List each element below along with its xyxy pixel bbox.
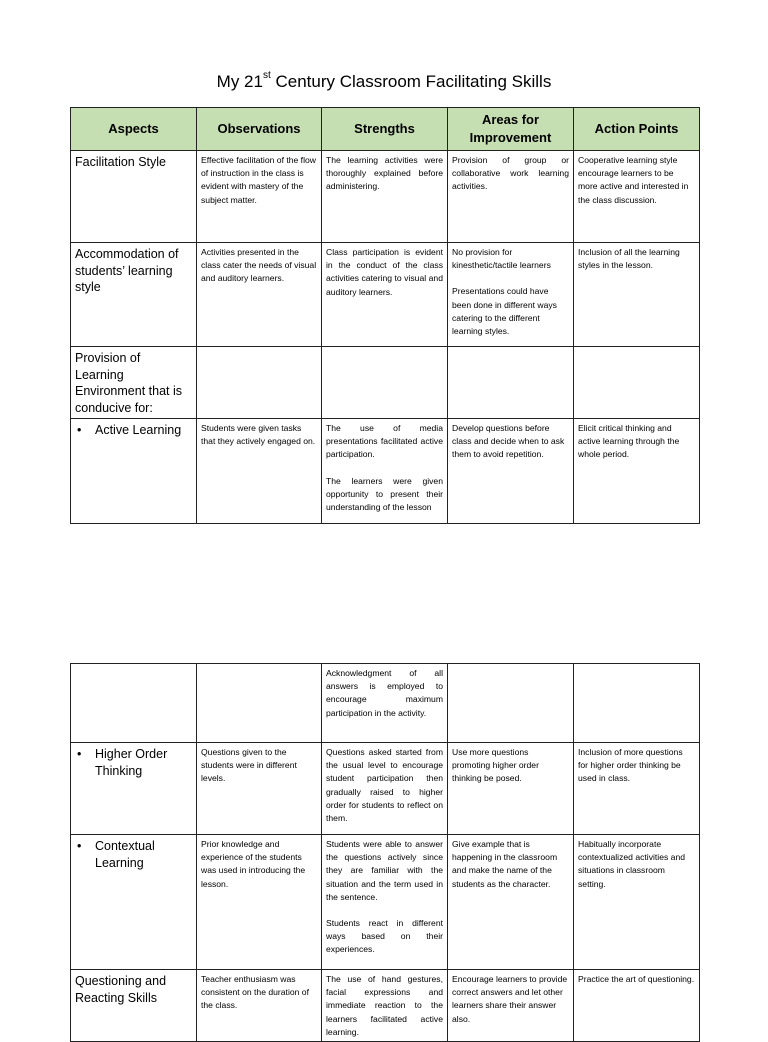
action-points-cell xyxy=(574,970,700,1042)
action-points-cell xyxy=(574,743,700,835)
bulleted-aspect-label: • Contextual Learning xyxy=(75,838,192,871)
areas-for-improvement-cell xyxy=(448,970,574,1042)
bulleted-aspect-label: • Active Learning xyxy=(75,422,192,439)
observations-text: Effective facilitation of the flow of instruction in the class is evident with mastery of the subject matter. xyxy=(201,155,316,205)
strengths-cell xyxy=(322,347,448,419)
observations-cell xyxy=(197,664,322,743)
header-row xyxy=(71,108,700,151)
areas-for-improvement-cell xyxy=(448,835,574,970)
strengths-cell xyxy=(322,743,448,835)
areas-for-improvement-cell xyxy=(448,664,574,743)
aspect-cell xyxy=(71,347,197,419)
aspect-label: Provision of Learning Environment that is conducive for: xyxy=(75,351,182,415)
strengths-cell xyxy=(322,243,448,347)
areas-for-improvement-cell xyxy=(448,419,574,524)
header-action-points: Action Points xyxy=(574,108,700,151)
aspect-cell xyxy=(71,419,197,524)
areas-for-improvement-text: Presentations could have been done in different ways catering to the different learning styles. xyxy=(452,286,557,337)
areas-for-improvement-cell xyxy=(448,151,574,243)
action-points-cell xyxy=(574,835,700,970)
strengths-cell xyxy=(322,835,448,970)
table-row xyxy=(71,151,700,243)
areas-for-improvement-cell xyxy=(448,347,574,419)
strengths-text: Class participation is evident in the conduct of the class activities catering to visual and auditory learners. xyxy=(326,247,443,297)
action-points-cell xyxy=(574,347,700,419)
observations-cell xyxy=(197,835,322,970)
table-row xyxy=(71,835,700,970)
aspect-label: Facilitation Style xyxy=(75,155,167,169)
action-points-text: Practice the art of questioning. xyxy=(578,974,695,984)
strengths-cell xyxy=(322,151,448,243)
observations-cell xyxy=(197,743,322,835)
table-row xyxy=(71,347,700,419)
action-points-cell xyxy=(574,243,700,347)
areas-for-improvement-text: Use more questions promoting higher order thinking be posed. xyxy=(452,747,539,784)
strengths-text: The learning activities were thoroughly explained before administering. xyxy=(326,155,443,192)
observations-text: Prior knowledge and experience of the students was used in introducing the lesson. xyxy=(201,839,306,889)
action-points-cell xyxy=(574,419,700,524)
observations-cell xyxy=(197,243,322,347)
table-row xyxy=(71,419,700,524)
areas-for-improvement-text: Develop questions before class and decide when to ask them to avoid repetition. xyxy=(452,423,565,460)
strengths-text: The learners were given opportunity to present their understanding of the lesson xyxy=(326,475,443,513)
bulleted-aspect-label: • Higher Order Thinking xyxy=(75,746,192,779)
observations-cell xyxy=(197,419,322,524)
header-observations: Observations xyxy=(197,108,322,151)
areas-for-improvement-cell xyxy=(448,243,574,347)
page-title: My 21st Century Classroom Facilitating Skills xyxy=(216,70,552,91)
table-row xyxy=(71,970,700,1042)
strengths-cell xyxy=(322,970,448,1042)
observations-text: Activities presented in the class cater the needs of visual and auditory learners. xyxy=(201,247,317,284)
aspect-cell xyxy=(71,835,197,970)
aspect-label: Questioning and Reacting Skills xyxy=(75,974,167,1005)
action-points-text: Cooperative learning style encourage learners to be more active and interested in the class discussion. xyxy=(578,155,689,205)
strengths-text: Students react in different ways based on their experiences. xyxy=(326,918,443,955)
aspect-cell xyxy=(71,743,197,835)
action-points-text: Inclusion of more questions for higher order thinking be used in class. xyxy=(578,747,683,784)
observations-cell xyxy=(197,151,322,243)
header-aspects: Aspects xyxy=(71,108,197,151)
areas-for-improvement-text: Provision of group or collaborative work learning activities. xyxy=(452,155,569,192)
areas-for-improvement-cell xyxy=(448,743,574,835)
table-row xyxy=(71,243,700,347)
observations-text: Teacher enthusiasm was consistent on the duration of the class. xyxy=(201,974,309,1011)
observations-text: Questions given to the students were in different levels. xyxy=(201,747,297,784)
strengths-text: Students were able to answer the questions actively since they are familiar with the situation and the term used in the sentence. xyxy=(326,839,443,902)
action-points-cell xyxy=(574,151,700,243)
aspect-cell xyxy=(71,664,197,743)
header-strengths: Strengths xyxy=(322,108,448,151)
strengths-text: The use of hand gestures, facial expressions and immediate reaction to the learners facilitated active learning. xyxy=(326,974,443,1037)
table-row xyxy=(71,664,700,743)
table-row xyxy=(71,743,700,835)
areas-for-improvement-text: Give example that is happening in the classroom and make the name of the students as the character. xyxy=(452,839,558,889)
observations-cell xyxy=(197,347,322,419)
aspect-cell xyxy=(71,970,197,1042)
aspect-label: Accommodation of students’ learning style xyxy=(75,247,179,294)
observations-cell xyxy=(197,970,322,1042)
action-points-cell xyxy=(574,664,700,743)
strengths-cell xyxy=(322,419,448,524)
strengths-text: Acknowledgment of all answers is employed to encourage maximum participation in the activity. xyxy=(326,668,443,718)
strengths-text: The use of media presentations facilitated active participation. xyxy=(326,423,443,460)
facilitating-skills-table-continued xyxy=(70,663,700,1042)
facilitating-skills-table xyxy=(70,107,700,524)
aspect-cell xyxy=(71,243,197,347)
observations-text: Students were given tasks that they actively engaged on. xyxy=(201,423,316,447)
action-points-text: Habitually incorporate contextualized activities and situations in classroom setting. xyxy=(578,839,686,889)
action-points-text: Elicit critical thinking and active learning through the whole period. xyxy=(578,423,680,460)
areas-for-improvement-text: No provision for kinesthetic/tactile learners xyxy=(452,247,551,271)
header-areas-for-improvement: Areas for Improvement xyxy=(448,108,574,151)
strengths-cell xyxy=(322,664,448,743)
aspect-cell xyxy=(71,151,197,243)
strengths-text: Questions asked started from the usual level to encourage student participation then gradually raised to higher order for students to reflect on them. xyxy=(326,747,443,824)
areas-for-improvement-text: Encourage learners to provide correct answers and let other learners share their answer also. xyxy=(452,974,568,1024)
action-points-text: Inclusion of all the learning styles in the lesson. xyxy=(578,247,680,271)
